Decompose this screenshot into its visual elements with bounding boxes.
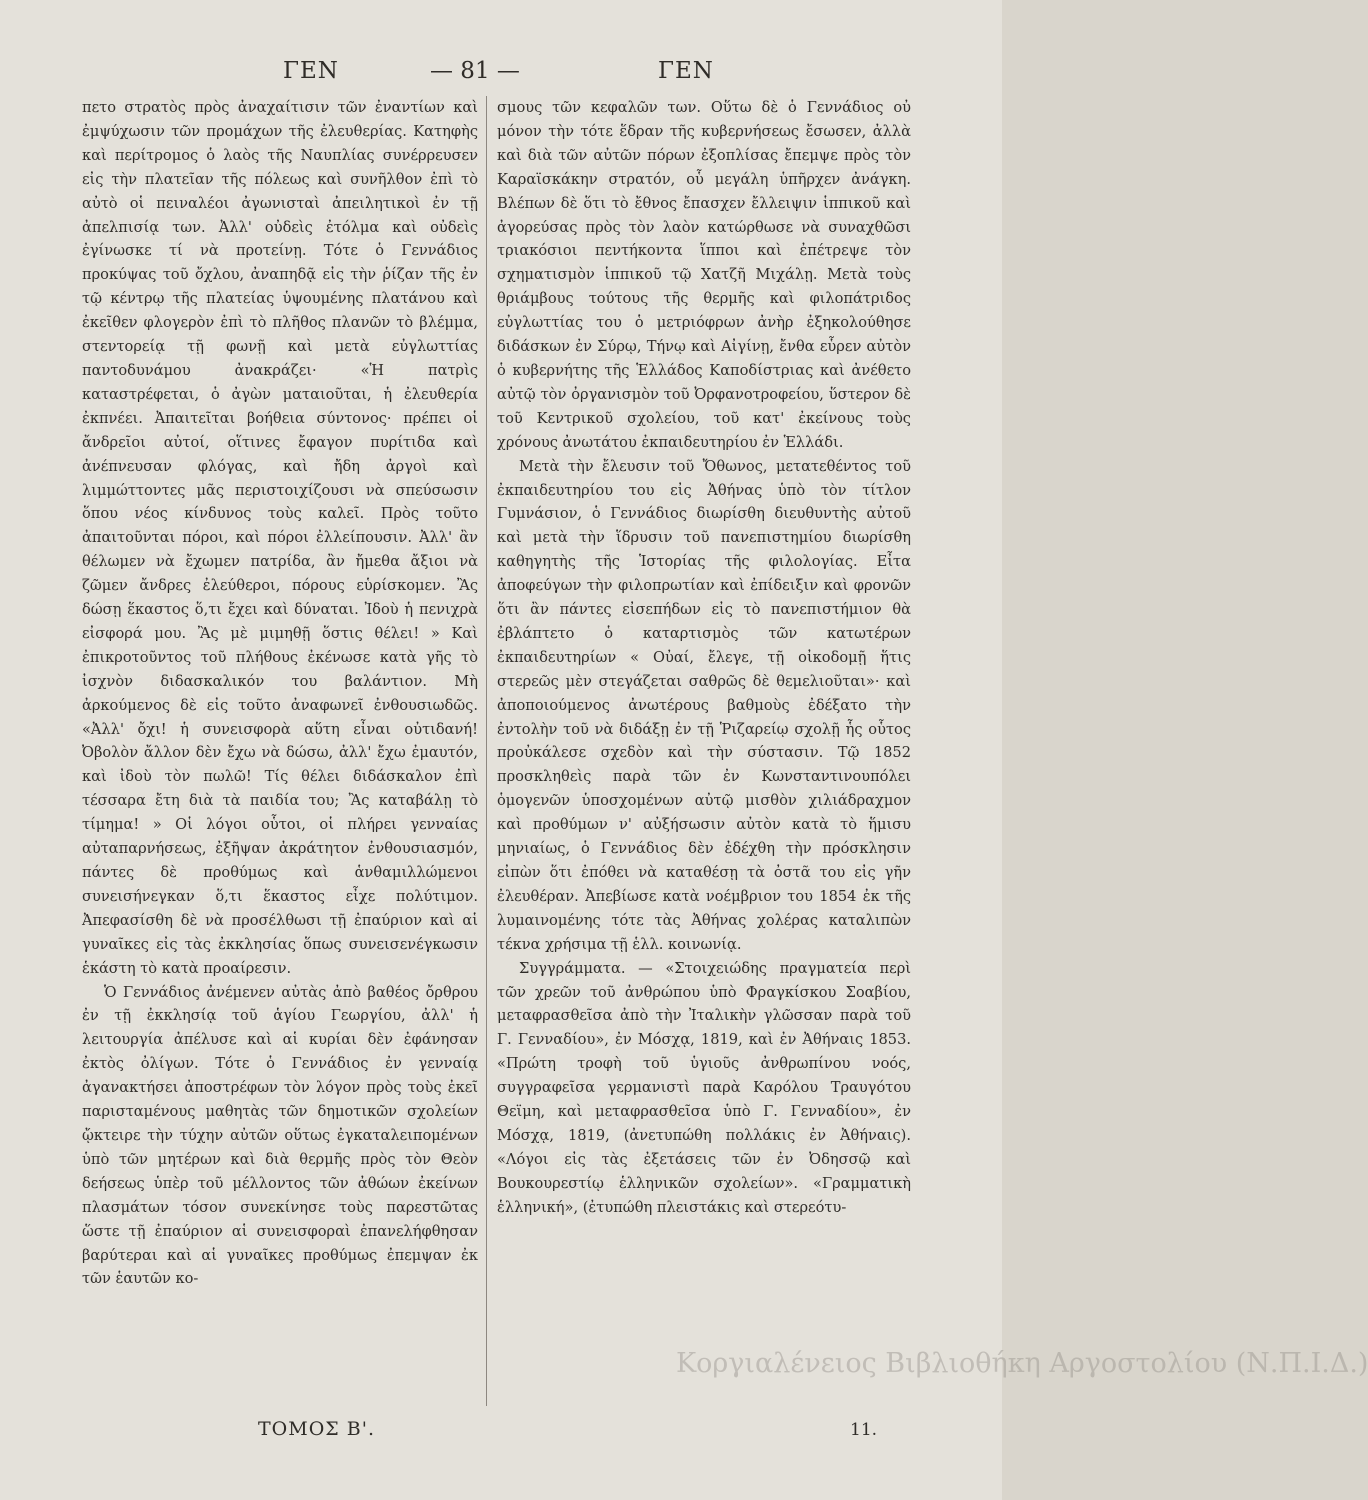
- paragraph: σμους τῶν κεφαλῶν των. Οὕτω δὲ ὁ Γεννάδιος οὐ μόνον τὴν τότε ἕδραν τῆς κυβερνήσεως ἔσωσεν, ἀλλὰ καὶ διὰ τῶν αὐτῶν πόρων ἐξοπλίσας ἔπεμψε πρὸς τὸν Καραϊσκάκην στρατόν, οὗ μεγάλη ὑπῆρχεν ἀνάγκη. Βλέπων δὲ ὅτι τὸ ἔθνος ἔπασχεν ἔλλειψιν ἱππικοῦ καὶ ἀγορεύσας πρὸς τὸν λαὸν κατώρθωσε νὰ συναχθῶσι τριακόσιοι πεντήκοντα ἵπποι καὶ ἐπέτρεψε τὸν σχηματισμὸν ἱππικοῦ τῷ Χατζῆ Μιχάλῃ. Μετὰ τοὺς θριάμβους τούτους τῆς θερμῆς καὶ φιλοπάτριδος εὐγλωττίας του ὁ μετριόφρων ἀνὴρ ἐξηκολούθησε διδάσκων ἐν Σύρῳ, Τήνῳ καὶ Αἰγίνῃ, ἔνθα εὗρεν αὐτὸν ὁ κυβερνήτης τῆς Ἑλλάδος Καποδίστριας καὶ ἀνέθετο αὐτῷ τὸν ὀργανισμὸν τοῦ Ὀρφανοτροφείου, ὕστερον δὲ τοῦ Κεντρικοῦ σχολείου, τοῦ κατ' ἐκείνους τοὺς χρόνους ἀνωτάτου ἐκπαιδευτηρίου ἐν Ἑλλάδι.: [497, 99, 911, 451]
- header-right-keyword: ΓΕΝ: [658, 58, 714, 84]
- paragraph: Συγγράμματα. — «Στοιχειώδης πραγματεία περὶ τῶν χρεῶν τοῦ ἀνθρώπου ὑπὸ Φραγκίσκου Σοαβίου, μεταφρασθεῖσα ἀπὸ τὴν Ἰταλικὴν γλῶσσαν παρὰ τοῦ Γ. Γενναδίου», ἐν Μόσχᾳ, 1819, καὶ ἐν Ἀθήναις 1853. «Πρώτη τροφὴ τοῦ ὑγιοῦς ἀνθρωπίνου νοός, συγγραφεῖσα γερμανιστὶ παρὰ Καρόλου Τραυγότου Θεϊμη, καὶ μεταφρασθεῖσα ὑπὸ Γ. Γενναδίου», ἐν Μόσχᾳ, 1819, (ἀνετυπώθη πολλάκις ἐν Ἀθήναις). «Λόγοι εἰς τὰς ἐξετάσεις τῶν ἐν Ὀδησσῷ καὶ Βουκουρεστίῳ ἑλληνικῶν σχολείων». «Γραμματικὴ ἑλληνική», (ἐτυπώθη πλειστάκις καὶ στερεότυ-: [497, 959, 911, 1216]
- left-column: [82, 96, 478, 1406]
- column-divider: [486, 96, 487, 1406]
- volume-label: ΤΟΜΟΣ Β'.: [258, 1418, 375, 1440]
- running-header: [0, 58, 1002, 98]
- paragraph: Μετὰ τὴν ἔλευσιν τοῦ Ὄθωνος, μετατεθέντος τοῦ ἐκπαιδευτηρίου του εἰς Ἀθήνας ὑπὸ τὸν τίτλον Γυμνάσιον, ὁ Γεννάδιος διωρίσθη διευθυντὴς αὐτοῦ καὶ μετὰ τὴν ἵδρυσιν τοῦ πανεπιστημίου διωρίσθη καθηγητὴς τῆς Ἱστορίας τῆς φιλολογίας. Εἶτα ἀποφεύγων τὴν φιλοπρωτίαν καὶ ἐπίδειξιν καὶ φρονῶν ὅτι ἂν πάντες εἰσεπήδων εἰς τὸ πανεπιστήμιον θὰ ἐβλάπτετο ὁ καταρτισμὸς τῶν κατωτέρων ἐκπαιδευτηρίων « Οὐαί, ἔλεγε, τῇ οἰκοδομῇ ἥτις στερεῶς μὲν στεγάζεται σαθρῶς δὲ θεμελιοῦται»· καὶ ἀποποιούμενος ἀνωτέρους βαθμοὺς ἐδέξατο τὴν ἐντολὴν τοῦ νὰ διδάξῃ ἐν τῇ Ῥιζαρείῳ σχολῇ ἧς οὗτος προὐκάλεσε σχεδὸν καὶ τὴν σύστασιν. Τῷ 1852 προσκληθεὶς παρὰ τῶν ἐν Κωνσταντινουπόλει ὁμογενῶν ὑποσχομένων αὐτῷ μισθὸν χιλιάδραχμον καὶ προθύμων ν' αὐξήσωσιν αὐτὸν κατὰ τὸ ἥμισυ μηνιαίως, ὁ Γεννάδιος δὲν ἐδέχθη τὴν πρόσκλησιν εἰπὼν ὅτι ἐπόθει νὰ καταθέσῃ τὰ ὀστᾶ του εἰς γῆν ἐλευθέραν. Ἀπεβίωσε κατὰ νοέμβριον του 1854 ἐκ τῆς λυμαινομένης τότε τὰς Ἀθήνας χολέρας καταλιπὼν τέκνα χρήσιμα τῇ ἑλλ. κοινωνίᾳ.: [497, 457, 911, 953]
- right-column: [497, 96, 911, 1406]
- paragraph: πετο στρατὸς πρὸς ἀναχαίτισιν τῶν ἐναντίων καὶ ἐμψύχωσιν τῶν προμάχων τῆς ἐλευθερίας. Κατηφὴς καὶ περίτρομος ὁ λαὸς τῆς Ναυπλίας συνέρρευσεν εἰς τὴν πλατεῖαν τῆς πόλεως καὶ συνῆλθον ἐπὶ τὸ αὐτὸ οἱ πειναλέοι ἀγωνισταὶ ἀπειλητικοὶ ἐν τῇ ἀπελπισίᾳ των. Ἀλλ' οὐδεὶς ἐτόλμα καὶ οὐδεὶς ἐγίνωσκε τί νὰ προτείνῃ. Τότε ὁ Γεννάδιος προκύψας τοῦ ὄχλου, ἀναπηδᾷ εἰς τὴν ῥίζαν τῆς ἐν τῷ κέντρῳ τῆς πλατείας ὑψουμένης πλατάνου καὶ ἐκεῖθεν φλογερὸν ἐπὶ τὸ πλῆθος πλανῶν τὸ βλέμμα, στεντορείᾳ τῇ φωνῇ καὶ μετὰ εὐγλωττίας παντοδυνάμου ἀνακράζει· «Ἡ πατρὶς καταστρέφεται, ὁ ἀγὼν ματαιοῦται, ἡ ἐλευθερία ἐκπνέει. Ἀπαιτεῖται βοήθεια σύντονος· πρέπει οἱ ἄνδρεῖοι αὐτοί, οἵτινες ἔφαγον πυρίτιδα καὶ ἀνέπνευσαν φλόγας, καὶ ἤδη ἀργοὶ καὶ λιμμώττοντες μᾶς περιστοιχίζουσι νὰ σπεύσωσιν ὅπου νέος κίνδυνος τοὺς καλεῖ. Πρὸς τοῦτο ἀπαιτοῦνται πόροι, καὶ πόροι ἐλλείπουσιν. Ἀλλ' ἂν θέλωμεν νὰ ἔχωμεν πατρίδα, ἂν ἤμεθα ἄξιοι νὰ ζῶμεν ἄνδρες ἐλεύθεροι, πόρους εὑρίσκομεν. Ἂς δώσῃ ἕκαστος ὅ,τι ἔχει καὶ δύναται. Ἰδοὺ ἡ πενιχρὰ εἰσφορά μου. Ἂς μὲ μιμηθῇ ὅστις θέλει! » Καὶ ἐπικροτοῦντος τοῦ πλήθους ἐκένωσε κατὰ γῆς τὸ ἰσχνὸν διδασκαλικόν του βαλάντιον. Μὴ ἀρκούμενος δὲ εἰς τοῦτο ἀναφωνεῖ ἐνθουσιωδῶς. «Ἀλλ' ὄχι! ἡ συνεισφορὰ αὕτη εἶναι οὐτιδανή! Ὀβολὸν ἄλλον δὲν ἔχω νὰ δώσω, ἀλλ' ἔχω ἐμαυτόν, καὶ ἰδοὺ τὸν πωλῶ! Τίς θέλει διδάσκαλον ἐπὶ τέσσαρα ἔτη διὰ τὰ παιδία του; Ἂς καταβάλῃ τὸ τίμημα! » Οἱ λόγοι οὗτοι, οἱ πλήρει γενναίας αὐταπαρνήσεως, ἐξῆψαν ἀκράτητον ἐνθουσιασμόν, πάντες δὲ προθύμως καὶ ἁνθαμιλλώμενοι συνεισήνεγκαν ὅ,τι ἕκαστος εἶχε πολύτιμον. Ἀπεφασίσθη δὲ νὰ προσέλθωσι τῇ ἐπαύριον καὶ αἱ γυναῖκες εἰς τὰς ἐκκλησίας ὅπως συνεισενέγκωσιν ἑκάστη τὸ κατὰ προαίρεσιν.: [82, 99, 478, 977]
- library-watermark: Κοργιαλένειος Βιβλιοθήκη Αργοστολίου (Ν.Π.Ι.Δ.): [676, 1348, 1368, 1379]
- page-number: — 81 —: [430, 58, 520, 84]
- signature-number: 11.: [850, 1420, 878, 1440]
- paragraph: Ὁ Γεννάδιος ἀνέμενεν αὐτὰς ἀπὸ βαθέος ὄρθρου ἐν τῇ ἐκκλησίᾳ τοῦ ἁγίου Γεωργίου, ἀλλ' ἡ λειτουργία ἀπέλυσε καὶ αἱ κυρίαι δὲν ἐφάνησαν ἐκτὸς ὀλίγων. Τότε ὁ Γεννάδιος ἐν γενναίᾳ ἀγανακτήσει ἀποστρέφων τὸν λόγον πρὸς τοὺς ἐκεῖ παρισταμένους μαθητὰς τῶν δημοτικῶν σχολείων ᾤκτειρε τὴν τύχην αὐτῶν οὕτως ἐγκαταλειπομένων ὑπὸ τῶν μητέρων καὶ διὰ θερμῆς πρὸς τὸν Θεὸν δεήσεως ὑπὲρ τοῦ μέλλοντος τῶν ἀθώων ἐκείνων πλασμάτων τόσον συνεκίνησε τοὺς παρεστῶτας ὥστε τῇ ἐπαύριον αἱ συνεισφοραὶ ἐπανελήφθησαν βαρύτεραι καὶ αἱ γυναῖκες προθύμως ἐπεμψαν ἐκ τῶν ἑαυτῶν κο-: [82, 983, 478, 1288]
- header-left-keyword: ΓΕΝ: [283, 58, 339, 84]
